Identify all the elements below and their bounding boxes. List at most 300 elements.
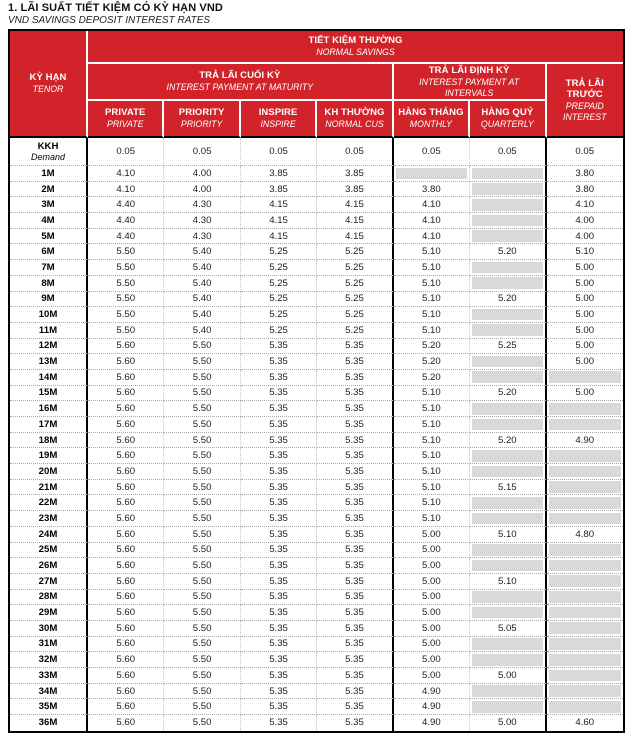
header-maturity-group [88,64,394,101]
rate-cell-priority: 5.50 [164,339,240,355]
rate-cell-normal: 0.05 [317,138,393,166]
rate-cell-private: 5.60 [88,652,164,668]
rate-cell-quarterly [470,590,546,606]
table-row [10,621,623,637]
rate-cell-private: 5.60 [88,433,164,449]
tenor-cell: 17M [10,417,88,433]
header-col-normal-cus-vn: KH THƯỜNG [324,107,385,119]
rate-cell-quarterly [470,511,546,527]
table-row [10,339,623,355]
rate-cell-prepaid [547,699,623,715]
rate-cell-quarterly: 5.20 [470,386,546,402]
rate-cell-private: 5.60 [88,543,164,559]
rate-cell-quarterly: 5.05 [470,621,546,637]
rate-cell-priority: 5.50 [164,621,240,637]
rate-cell-inspire: 5.35 [241,370,317,386]
rate-cell-normal: 4.15 [317,229,393,245]
rate-cell-private: 5.60 [88,621,164,637]
rate-cell-monthly: 0.05 [394,138,470,166]
rate-cell-private: 5.60 [88,590,164,606]
rate-cell-prepaid: 5.00 [547,260,623,276]
header-prepaid-vn: TRẢ LÃI TRƯỚC [565,78,604,100]
rate-cell-private: 5.50 [88,323,164,339]
rate-table-body [10,138,623,731]
table-row [10,401,623,417]
rate-cell-priority: 5.50 [164,401,240,417]
tenor-cell: 4M [10,213,88,229]
table-row [10,370,623,386]
header-intervals-group [394,64,547,101]
rate-cell-normal: 5.35 [317,417,393,433]
table-row [10,229,623,245]
tenor-cell: 10M [10,307,88,323]
rate-cell-private: 5.50 [88,244,164,260]
rate-cell-prepaid [547,590,623,606]
rate-cell-quarterly [470,448,546,464]
header-col-private [88,101,164,138]
vnd-savings-rates-table [10,31,623,731]
tenor-cell: 2M [10,182,88,198]
table-row [10,354,623,370]
rate-cell-quarterly: 5.15 [470,480,546,496]
rate-cell-quarterly [470,276,546,292]
rate-cell-prepaid [547,543,623,559]
header-normal-savings-vn: TIẾT KIỆM THƯỜNG [308,35,403,47]
rate-cell-inspire: 5.35 [241,715,317,731]
rate-cell-quarterly: 0.05 [470,138,546,166]
rate-cell-normal: 5.35 [317,605,393,621]
rate-cell-normal: 5.35 [317,684,393,700]
header-col-priority-vn: PRIORITY [178,107,225,119]
rate-cell-inspire: 5.35 [241,511,317,527]
rate-cell-quarterly [470,543,546,559]
table-row [10,605,623,621]
header-col-inspire [241,101,317,138]
rate-cell-monthly: 4.10 [394,213,470,229]
rate-cell-monthly: 5.10 [394,448,470,464]
rate-cell-private: 0.05 [88,138,164,166]
rate-cell-inspire: 5.35 [241,480,317,496]
rate-cell-private: 5.60 [88,605,164,621]
header-tenor [10,31,88,138]
rate-cell-quarterly [470,323,546,339]
header-col-private-en: PRIVATE [106,119,144,130]
tenor-cell: 8M [10,276,88,292]
rate-cell-inspire: 5.35 [241,684,317,700]
table-row [10,527,623,543]
rate-cell-private: 4.10 [88,182,164,198]
rate-cell-prepaid [547,605,623,621]
rate-cell-normal: 5.25 [317,292,393,308]
rate-cell-monthly: 5.10 [394,480,470,496]
rate-cell-monthly: 4.10 [394,197,470,213]
rate-cell-normal: 5.35 [317,370,393,386]
rate-cell-quarterly [470,637,546,653]
tenor-cell: 1M [10,166,88,182]
table-row [10,684,623,700]
rate-cell-monthly: 5.10 [394,292,470,308]
rate-cell-private: 4.40 [88,229,164,245]
rate-cell-private: 5.60 [88,668,164,684]
rate-cell-priority: 5.50 [164,354,240,370]
tenor-cell: 20M [10,464,88,480]
rate-cell-quarterly: 5.20 [470,433,546,449]
rate-cell-priority: 5.50 [164,590,240,606]
rate-cell-quarterly [470,652,546,668]
rate-cell-prepaid [547,652,623,668]
rate-cell-inspire: 5.35 [241,527,317,543]
rate-cell-monthly: 5.10 [394,386,470,402]
rate-cell-private: 5.60 [88,699,164,715]
rate-cell-normal: 5.25 [317,276,393,292]
header-prepaid-en: PREPAID INTEREST [563,101,607,122]
rate-cell-priority: 5.50 [164,527,240,543]
rate-cell-monthly: 4.90 [394,684,470,700]
table-header [10,31,623,138]
rate-cell-priority: 5.50 [164,464,240,480]
rate-cell-inspire: 5.25 [241,260,317,276]
tenor-cell: 11M [10,323,88,339]
rate-cell-normal: 5.35 [317,668,393,684]
rates-table [8,29,625,733]
tenor-cell: 23M [10,511,88,527]
rate-cell-inspire: 5.35 [241,354,317,370]
tenor-cell: 21M [10,480,88,496]
rate-cell-inspire: 5.35 [241,558,317,574]
rate-cell-private: 5.50 [88,292,164,308]
table-row [10,323,623,339]
tenor-cell: 27M [10,574,88,590]
rate-cell-private: 5.60 [88,495,164,511]
rate-cell-normal: 5.25 [317,260,393,276]
rate-cell-monthly: 5.20 [394,354,470,370]
tenor-cell: 26M [10,558,88,574]
rate-cell-normal: 5.35 [317,574,393,590]
rate-cell-priority: 5.50 [164,699,240,715]
rate-cell-normal: 5.35 [317,401,393,417]
rate-cell-prepaid [547,464,623,480]
table-row [10,386,623,402]
rate-cell-private: 5.60 [88,684,164,700]
table-row [10,495,623,511]
rate-cell-private: 5.60 [88,558,164,574]
rate-cell-priority: 5.50 [164,417,240,433]
rate-cell-normal: 5.35 [317,652,393,668]
table-row [10,668,623,684]
rate-cell-monthly: 5.10 [394,464,470,480]
rate-cell-priority: 5.40 [164,260,240,276]
rate-cell-normal: 5.35 [317,464,393,480]
rate-cell-private: 5.60 [88,386,164,402]
tenor-cell: 16M [10,401,88,417]
table-row [10,276,623,292]
header-col-monthly-en: MONTHLY [409,119,452,130]
rate-cell-monthly: 5.00 [394,574,470,590]
tenor-cell: 3M [10,197,88,213]
rate-cell-monthly: 3.80 [394,182,470,198]
page-subtitle: VND SAVINGS DEPOSIT INTEREST RATES [8,15,211,26]
rate-cell-quarterly [470,197,546,213]
header-normal-savings-en: NORMAL SAVINGS [316,47,395,58]
header-normal-savings [88,31,623,64]
rate-cell-monthly: 5.00 [394,668,470,684]
rate-cell-inspire: 5.35 [241,339,317,355]
rate-cell-quarterly [470,182,546,198]
rate-cell-quarterly [470,699,546,715]
table-row [10,652,623,668]
header-col-inspire-vn: INSPIRE [258,107,298,119]
rate-cell-inspire: 5.35 [241,417,317,433]
rate-cell-prepaid: 5.10 [547,244,623,260]
rate-cell-inspire: 5.35 [241,621,317,637]
rate-cell-monthly: 5.20 [394,339,470,355]
rate-cell-normal: 5.35 [317,637,393,653]
rate-cell-private: 5.50 [88,276,164,292]
rate-cell-normal: 5.35 [317,715,393,731]
rate-cell-priority: 5.40 [164,244,240,260]
rate-cell-inspire: 5.35 [241,401,317,417]
rate-cell-quarterly [470,370,546,386]
tenor-cell: 14M [10,370,88,386]
rate-cell-inspire: 5.35 [241,699,317,715]
rate-cell-prepaid: 5.00 [547,307,623,323]
tenor-cell: 30M [10,621,88,637]
header-col-priority [164,101,240,138]
tenor-cell: 22M [10,495,88,511]
tenor-cell: 5M [10,229,88,245]
rate-cell-inspire: 4.15 [241,229,317,245]
tenor-cell: 32M [10,652,88,668]
rate-cell-priority: 5.50 [164,668,240,684]
rate-cell-inspire: 5.25 [241,292,317,308]
rate-cell-private: 5.60 [88,448,164,464]
rate-cell-prepaid [547,637,623,653]
rate-cell-normal: 5.35 [317,511,393,527]
page-title: 1. LÃI SUẤT TIẾT KIỆM CÓ KỲ HẠN VND [8,2,223,14]
table-row [10,213,623,229]
rate-cell-quarterly [470,464,546,480]
rate-cell-normal: 5.35 [317,558,393,574]
rate-cell-monthly: 5.00 [394,637,470,653]
tenor-cell: 9M [10,292,88,308]
rate-cell-private: 5.60 [88,527,164,543]
rate-cell-quarterly [470,229,546,245]
tenor-cell: 36M [10,715,88,731]
table-row [10,417,623,433]
rate-cell-prepaid: 3.80 [547,166,623,182]
rate-cell-priority: 4.00 [164,182,240,198]
rate-cell-inspire: 5.35 [241,668,317,684]
rate-cell-monthly: 5.10 [394,276,470,292]
rate-cell-monthly [394,166,470,182]
rate-cell-inspire: 5.35 [241,543,317,559]
rate-cell-inspire: 5.35 [241,464,317,480]
header-col-quarterly [470,101,546,138]
header-col-priority-en: PRIORITY [180,119,223,130]
rate-cell-monthly: 5.00 [394,527,470,543]
rate-cell-priority: 5.40 [164,292,240,308]
rate-cell-inspire: 5.25 [241,244,317,260]
table-row [10,260,623,276]
tenor-cell: 15M [10,386,88,402]
rate-cell-prepaid: 5.00 [547,276,623,292]
rate-cell-monthly: 5.00 [394,590,470,606]
rate-cell-inspire: 5.35 [241,605,317,621]
rate-cell-monthly: 5.10 [394,401,470,417]
rate-cell-priority: 4.00 [164,166,240,182]
rate-cell-inspire: 4.15 [241,213,317,229]
rate-cell-prepaid [547,684,623,700]
rate-cell-inspire: 4.15 [241,197,317,213]
rate-cell-priority: 5.50 [164,558,240,574]
header-intervals-vn: TRẢ LÃI ĐỊNH KỲ [428,65,510,76]
tenor-cell: 19M [10,448,88,464]
rate-cell-priority: 4.30 [164,229,240,245]
rate-cell-monthly: 5.00 [394,543,470,559]
rate-cell-private: 5.60 [88,464,164,480]
rate-cell-priority: 5.50 [164,370,240,386]
rate-cell-priority: 4.30 [164,213,240,229]
rate-cell-inspire: 5.25 [241,276,317,292]
header-col-quarterly-vn: HÀNG QUÝ [481,107,534,119]
table-row [10,715,623,731]
rate-cell-quarterly: 5.00 [470,715,546,731]
rate-cell-priority: 5.50 [164,433,240,449]
rate-cell-prepaid: 5.00 [547,354,623,370]
rate-cell-monthly: 5.00 [394,621,470,637]
rate-cell-prepaid: 4.00 [547,229,623,245]
rate-cell-private: 5.60 [88,480,164,496]
tenor-cell: 7M [10,260,88,276]
rate-cell-private: 5.60 [88,511,164,527]
rate-cell-monthly: 5.00 [394,652,470,668]
rate-cell-inspire: 5.35 [241,386,317,402]
rate-cell-monthly: 4.10 [394,229,470,245]
rate-cell-quarterly [470,213,546,229]
tenor-cell: 35M [10,699,88,715]
rate-cell-prepaid [547,417,623,433]
rate-cell-prepaid [547,668,623,684]
rate-cell-prepaid: 0.05 [547,138,623,166]
rate-cell-prepaid: 4.60 [575,717,595,729]
tenor-cell: 13M [10,354,88,370]
rate-cell-inspire: 5.35 [241,448,317,464]
rate-cell-quarterly: 5.20 [470,244,546,260]
rate-cell-normal: 5.35 [317,354,393,370]
rate-cell-private: 5.60 [88,354,164,370]
rate-cell-prepaid: 4.10 [547,197,623,213]
rate-cell-inspire: 0.05 [241,138,317,166]
rate-cell-private: 5.60 [88,637,164,653]
table-row [10,558,623,574]
header-col-normal-cus-en: NORMAL CUS [325,119,384,130]
rate-cell-monthly: 5.10 [394,244,470,260]
header-maturity-vn: TRẢ LÃI CUỐI KỲ [199,70,281,82]
rate-cell-inspire: 5.25 [241,307,317,323]
tenor-cell: 12M [10,339,88,355]
rate-cell-quarterly [470,354,546,370]
rate-cell-normal: 3.85 [317,166,393,182]
rate-cell-quarterly [470,417,546,433]
header-tenor-en: TENOR [32,84,64,95]
rate-cell-quarterly: 5.10 [470,574,546,590]
rate-cell-normal: 4.15 [317,213,393,229]
table-row [10,543,623,559]
rate-cell-monthly: 5.10 [394,417,470,433]
rate-cell-monthly: 5.10 [394,511,470,527]
rate-cell-private: 5.60 [88,401,164,417]
rate-cell-monthly: 5.10 [394,433,470,449]
rate-cell-priority: 5.50 [164,448,240,464]
rate-cell-quarterly [470,401,546,417]
rate-cell-private: 4.40 [88,213,164,229]
table-row [10,448,623,464]
rate-cell-normal: 5.25 [317,307,393,323]
rate-cell-monthly: 5.10 [394,323,470,339]
rate-cell-prepaid: 4.80 [547,527,623,543]
rate-cell-normal: 5.35 [317,590,393,606]
rate-cell-prepaid [547,511,623,527]
table-row [10,464,623,480]
rate-cell-monthly: 5.10 [394,260,470,276]
rate-cell-priority: 5.50 [164,684,240,700]
table-row [10,182,623,198]
table-row [10,574,623,590]
rate-cell-priority: 5.40 [164,323,240,339]
tenor-cell: 29M [10,605,88,621]
rate-cell-quarterly: 5.20 [470,292,546,308]
rate-cell-priority: 5.50 [164,637,240,653]
rate-cell-normal: 5.35 [317,543,393,559]
table-row [10,197,623,213]
rate-cell-prepaid: 4.00 [547,213,623,229]
rate-cell-private: 5.50 [88,260,164,276]
table-row [10,480,623,496]
rate-cell-normal: 5.35 [317,386,393,402]
tenor-cell: 6M [10,244,88,260]
table-row [10,166,623,182]
rate-cell-normal: 5.35 [317,433,393,449]
tenor-cell: 25M [10,543,88,559]
rate-cell-prepaid: 5.00 [547,386,623,402]
rate-cell-quarterly: 5.10 [470,527,546,543]
rate-cell-inspire: 3.85 [241,166,317,182]
rate-cell-prepaid [547,621,623,637]
rate-cell-priority: 4.30 [164,197,240,213]
rate-cell-private: 5.60 [88,370,164,386]
rate-cell-prepaid [547,480,623,496]
rate-cell-priority: 5.50 [164,605,240,621]
tenor-cell: 34M [10,684,88,700]
header-col-monthly-vn: HÀNG THÁNG [398,107,464,119]
rate-cell-normal: 3.85 [317,182,393,198]
rate-cell-quarterly [470,307,546,323]
rate-cell-private: 5.60 [88,417,164,433]
table-row [10,292,623,308]
header-maturity-en: INTEREST PAYMENT AT MATURITY [166,82,314,93]
rate-cell-prepaid: 3.80 [547,182,623,198]
rate-cell-priority: 5.50 [164,511,240,527]
table-row [10,511,623,527]
rate-cell-quarterly: 5.00 [470,668,546,684]
rate-cell-normal: 5.35 [317,621,393,637]
rate-cell-monthly: 5.00 [394,558,470,574]
header-col-monthly [394,101,470,138]
rate-cell-inspire: 5.35 [241,495,317,511]
rate-cell-inspire: 5.35 [241,637,317,653]
rate-cell-normal: 5.35 [317,339,393,355]
rate-cell-monthly: 5.00 [394,605,470,621]
